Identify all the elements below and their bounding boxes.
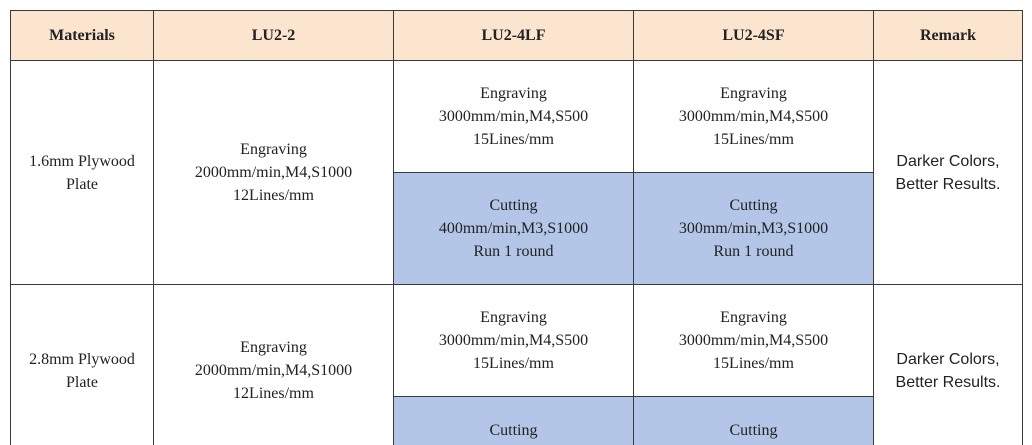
header-lu2-2: LU2-2 xyxy=(154,11,394,61)
lu2-4lf-cutting-cell: Cutting 400mm/min,M3,S1000 Run 1 round xyxy=(394,173,634,285)
table-header-row xyxy=(11,11,1023,61)
table-row xyxy=(11,61,1023,173)
laser-parameters-table xyxy=(10,10,1023,445)
table-row xyxy=(11,285,1023,397)
remark-cell: Darker Colors, Better Results. xyxy=(874,61,1023,285)
remark-cell: Darker Colors, Better Results. xyxy=(874,285,1023,445)
lu2-4lf-engraving-cell: Engraving 3000mm/min,M4,S500 15Lines/mm xyxy=(394,285,634,397)
lu2-4sf-engraving-cell: Engraving 3000mm/min,M4,S500 15Lines/mm xyxy=(634,61,874,173)
material-cell: 2.8mm Plywood Plate xyxy=(11,285,154,445)
lu2-4sf-cutting-cell: Cutting xyxy=(634,397,874,445)
lu2-4sf-engraving-cell: Engraving 3000mm/min,M4,S500 15Lines/mm xyxy=(634,285,874,397)
lu2-2-engraving-cell: Engraving 2000mm/min,M4,S1000 12Lines/mm xyxy=(154,285,394,445)
header-materials: Materials xyxy=(11,11,154,61)
lu2-2-engraving-cell: Engraving 2000mm/min,M4,S1000 12Lines/mm xyxy=(154,61,394,285)
header-remark: Remark xyxy=(874,11,1023,61)
lu2-4lf-engraving-cell: Engraving 3000mm/min,M4,S500 15Lines/mm xyxy=(394,61,634,173)
header-lu2-4sf: LU2-4SF xyxy=(634,11,874,61)
header-lu2-4lf: LU2-4LF xyxy=(394,11,634,61)
lu2-4lf-cutting-cell: Cutting xyxy=(394,397,634,445)
lu2-4sf-cutting-cell: Cutting 300mm/min,M3,S1000 Run 1 round xyxy=(634,173,874,285)
material-cell: 1.6mm Plywood Plate xyxy=(11,61,154,285)
